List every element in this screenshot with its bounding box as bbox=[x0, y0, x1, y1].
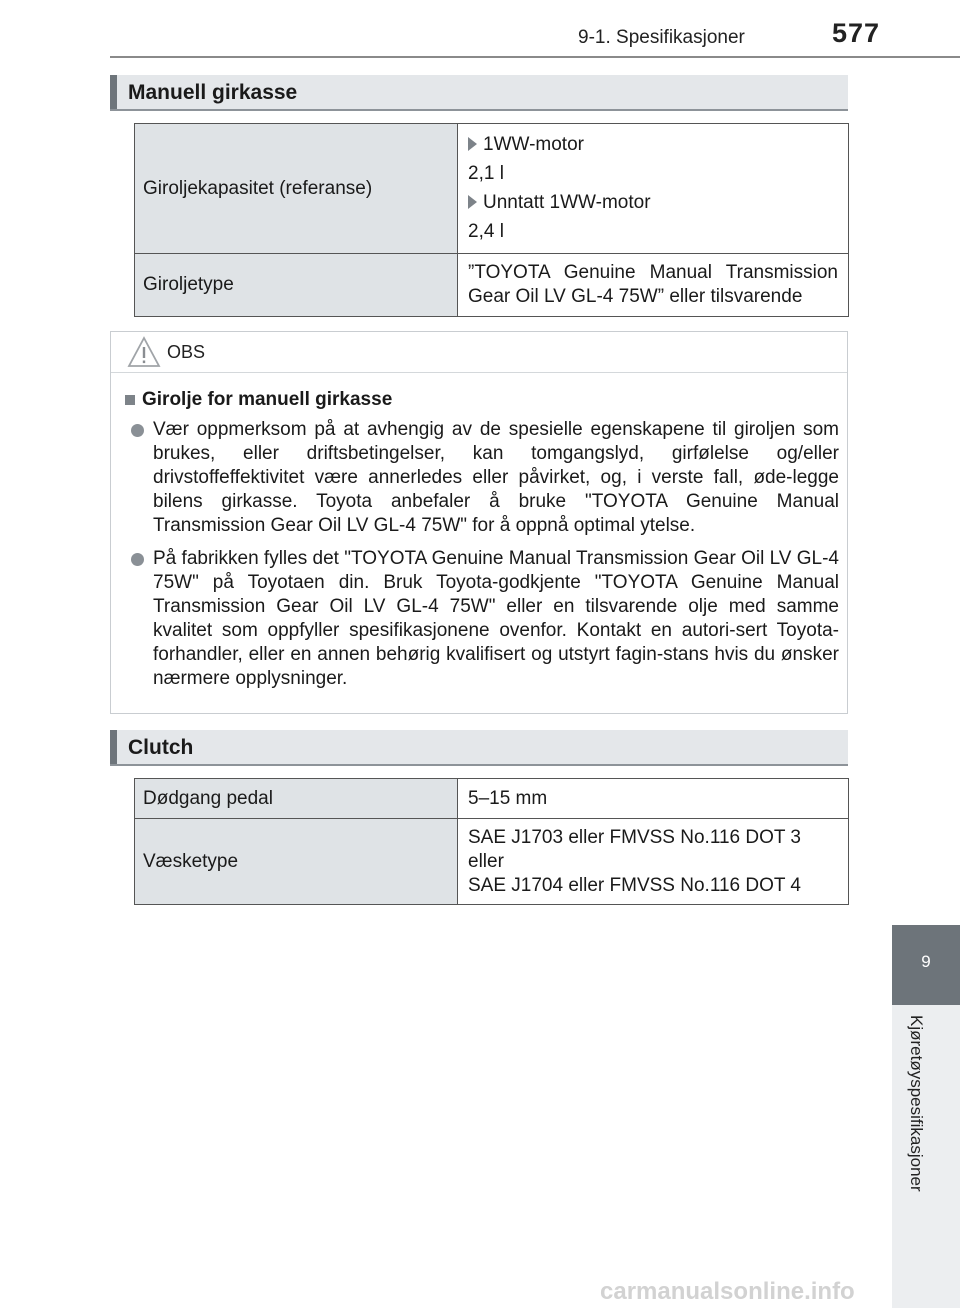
notice-header bbox=[111, 332, 847, 373]
header-rule bbox=[110, 56, 960, 58]
table-value-cell: 5–15 mm bbox=[458, 779, 849, 819]
header-section-title: 9-1. Spesifikasjoner bbox=[578, 27, 745, 48]
table-row bbox=[135, 124, 849, 254]
list-item bbox=[131, 418, 839, 538]
capacity-value: 2,4 l bbox=[468, 221, 504, 242]
fluid-type-line: SAE J1703 eller FMVSS No.116 DOT 3 bbox=[468, 826, 802, 848]
section-title: Manuell girkasse bbox=[128, 81, 298, 104]
chapter-label: Kjøretøyspesifikasjoner bbox=[907, 1015, 926, 1192]
fluid-type-line: eller bbox=[468, 850, 504, 872]
manual-gearbox-table bbox=[134, 123, 849, 317]
engine-name: 1WW-motor bbox=[483, 134, 584, 155]
engine-line bbox=[468, 191, 838, 215]
table-row bbox=[135, 254, 849, 317]
triangle-bullet-icon bbox=[468, 137, 477, 151]
notice-label: OBS bbox=[167, 342, 206, 362]
fluid-type-line: SAE J1704 eller FMVSS No.116 DOT 4 bbox=[468, 874, 802, 896]
list-item-text: Vær oppmerksom på at avhengig av de spesielle egenskapene til giroljen som brukes, eller driftsbetingelser, kan tomgangslyd, girfølelse og/eller drivstoffeffektivitet være annerledes eller påvirket, og, i verste fall, øde-legge bilens girkasse. Toyota anbefaler å bruke "TOYOTA Genuine Manual Transmission Gear Oil LV GL-4 75W" for å oppnå optimal ytelse. bbox=[153, 419, 839, 536]
chapter-number: 9 bbox=[921, 952, 931, 971]
section-bar-clutch bbox=[110, 730, 848, 766]
warning-triangle-icon bbox=[127, 336, 161, 368]
triangle-bullet-icon bbox=[468, 195, 477, 209]
table-label-cell: Giroljetype bbox=[135, 254, 458, 317]
round-bullet-icon bbox=[131, 553, 144, 566]
engine-line bbox=[468, 133, 838, 157]
section-bar-manual-gearbox bbox=[110, 75, 848, 111]
table-label-cell: Dødgang pedal bbox=[135, 779, 458, 819]
table-value-cell bbox=[458, 819, 849, 905]
clutch-table bbox=[134, 778, 849, 905]
table-label-cell: Giroljekapasitet (referanse) bbox=[135, 124, 458, 254]
table-row bbox=[135, 819, 849, 905]
section-accent bbox=[110, 75, 117, 109]
list-item-text: På fabrikken fylles det "TOYOTA Genuine Manual Transmission Gear Oil LV GL-4 75W" på Toyotaen din. Bruk Toyota-godkjente "TOYOTA Genuine Manual Transmission Gear Oil LV GL-4 75W" eller en tilsvarende olje med samme kvalitet som oppfyller spesifikasjonene ovenfor. Kontakt en autori-sert Toyota-forhandler, eller en annen behørig kvalifisert og utstyrt fagin-stans hvis du ønsker nærmere opplysninger. bbox=[153, 548, 839, 689]
section-title: Clutch bbox=[128, 736, 194, 759]
table-value-cell: ”TOYOTA Genuine Manual Transmission Gear Oil LV GL-4 75W” eller tilsvarende bbox=[458, 254, 849, 317]
square-bullet-icon bbox=[125, 395, 135, 405]
round-bullet-icon bbox=[131, 424, 144, 437]
page-number: 577 bbox=[832, 18, 881, 48]
table-label-cell: Væsketype bbox=[135, 819, 458, 905]
chapter-strip bbox=[892, 1005, 960, 1308]
notice-subheading-text: Girolje for manuell girkasse bbox=[142, 389, 393, 410]
table-value-cell bbox=[458, 124, 849, 254]
section-accent bbox=[110, 730, 117, 764]
list-item bbox=[131, 547, 839, 691]
notice-box bbox=[110, 331, 848, 714]
chapter-tab bbox=[892, 925, 960, 1005]
watermark: carmanualsonline.info bbox=[600, 1278, 855, 1305]
table-row bbox=[135, 779, 849, 819]
notice-subheading bbox=[125, 389, 392, 411]
engine-name: Unntatt 1WW-motor bbox=[483, 192, 651, 213]
capacity-value: 2,1 l bbox=[468, 163, 504, 184]
